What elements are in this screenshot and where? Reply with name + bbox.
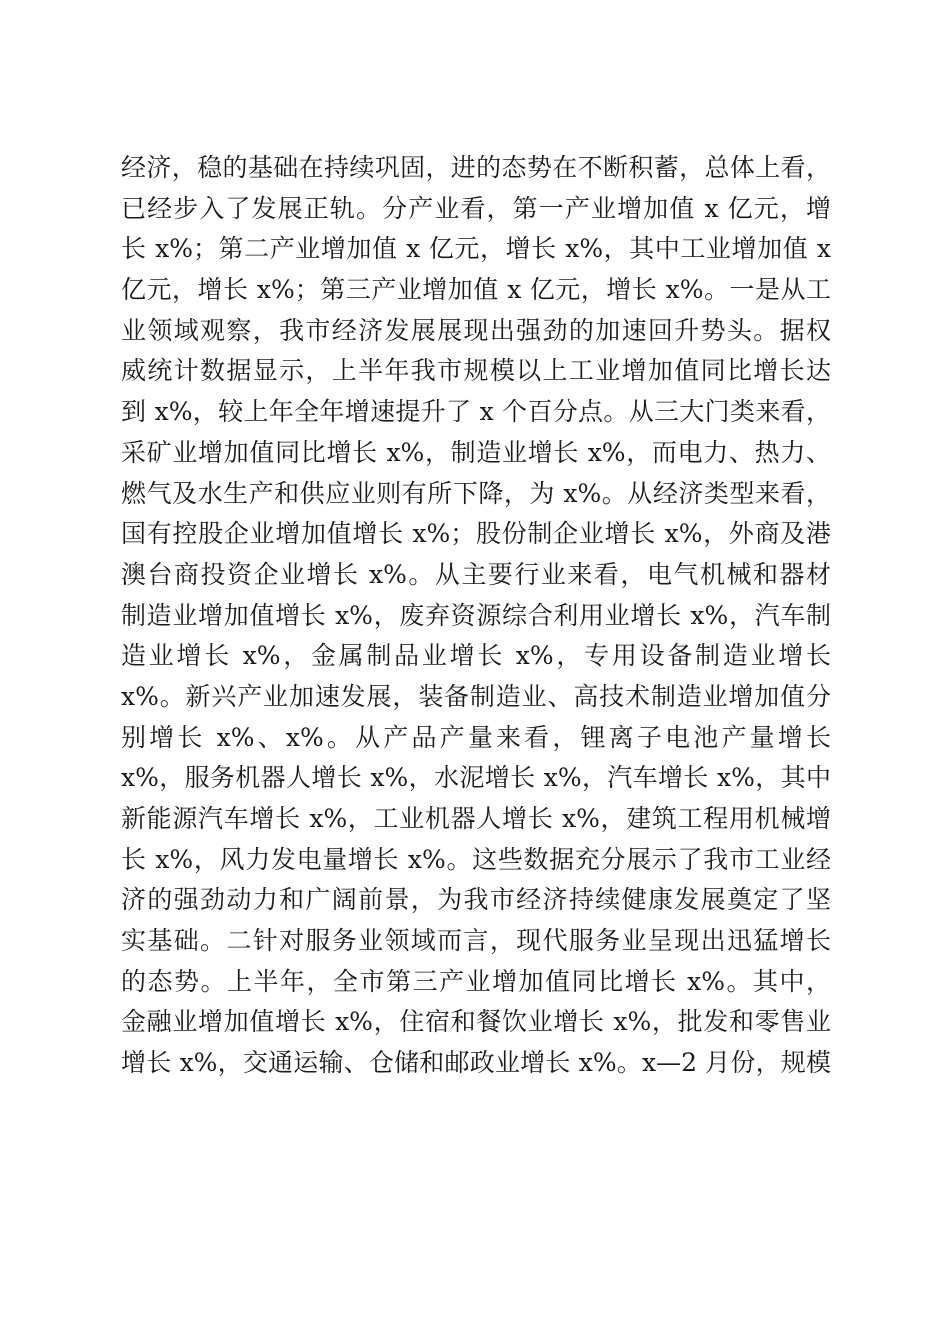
text-line: 制造业增加值增长 x%，废弃资源综合利用业增长 x%，汽车制 [121,600,831,630]
text-line: 实基础。二针对服务业领域而言，现代服务业呈现出迅猛增长 [121,926,831,956]
text-line: x%，服务机器人增长 x%，水泥增长 x%，汽车增长 x%，其中 [121,763,831,793]
text-line: 亿元，增长 x%；第三产业增加值 x 亿元，增长 x%。一是从工 [121,275,831,305]
text-line: 长 x%，风力发电量增长 x%。这些数据充分展示了我市工业经 [121,844,831,874]
text-line: 澳台商投资企业增长 x%。从主要行业来看，电气机械和器材 [121,559,831,589]
text-line: 经济，稳的基础在持续巩固，进的态势在不断积蓄，总体上看， [121,153,831,182]
text-line: 到 x%，较上年全年增速提升了 x 个百分点。从三大门类来看， [121,397,831,427]
text-line: x%。新兴产业加速发展，装备制造业、高技术制造业增加值分 [121,681,831,711]
text-line: 济的强劲动力和广阔前景，为我市经济持续健康发展奠定了坚 [121,885,831,915]
text-line: 采矿业增加值同比增长 x%，制造业增长 x%，而电力、热力、 [121,437,831,467]
body-paragraph [121,148,831,1084]
text-line: 燃气及水生产和供应业则有所下降，为 x%。从经济类型来看， [121,478,831,508]
text-line: 长 x%；第二产业增加值 x 亿元，增长 x%，其中工业增加值 x [121,234,831,264]
text-line: 别增长 x%、x%。从产品产量来看，锂离子电池产量增长 [121,722,831,752]
text-line: 的态势。上半年，全市第三产业增加值同比增长 x%。其中， [121,966,831,996]
text-line: 业领域观察，我市经济发展展现出强劲的加速回升势头。据权 [121,315,831,345]
text-line: 金融业增加值增长 x%，住宿和餐饮业增长 x%，批发和零售业 [121,1007,831,1037]
text-line: 增长 x%，交通运输、仓储和邮政业增长 x%。x—2 月份，规模 [121,1048,831,1078]
text-line: 造业增长 x%，金属制品业增长 x%，专用设备制造业增长 [121,641,831,671]
text-line: 已经步入了发展正轨。分产业看，第一产业增加值 x 亿元，增 [121,193,831,223]
text-line: 国有控股企业增加值增长 x%；股份制企业增长 x%，外商及港 [121,519,831,549]
text-line: 新能源汽车增长 x%，工业机器人增长 x%，建筑工程用机械增 [121,804,831,833]
text-line: 威统计数据显示，上半年我市规模以上工业增加值同比增长达 [121,356,831,386]
